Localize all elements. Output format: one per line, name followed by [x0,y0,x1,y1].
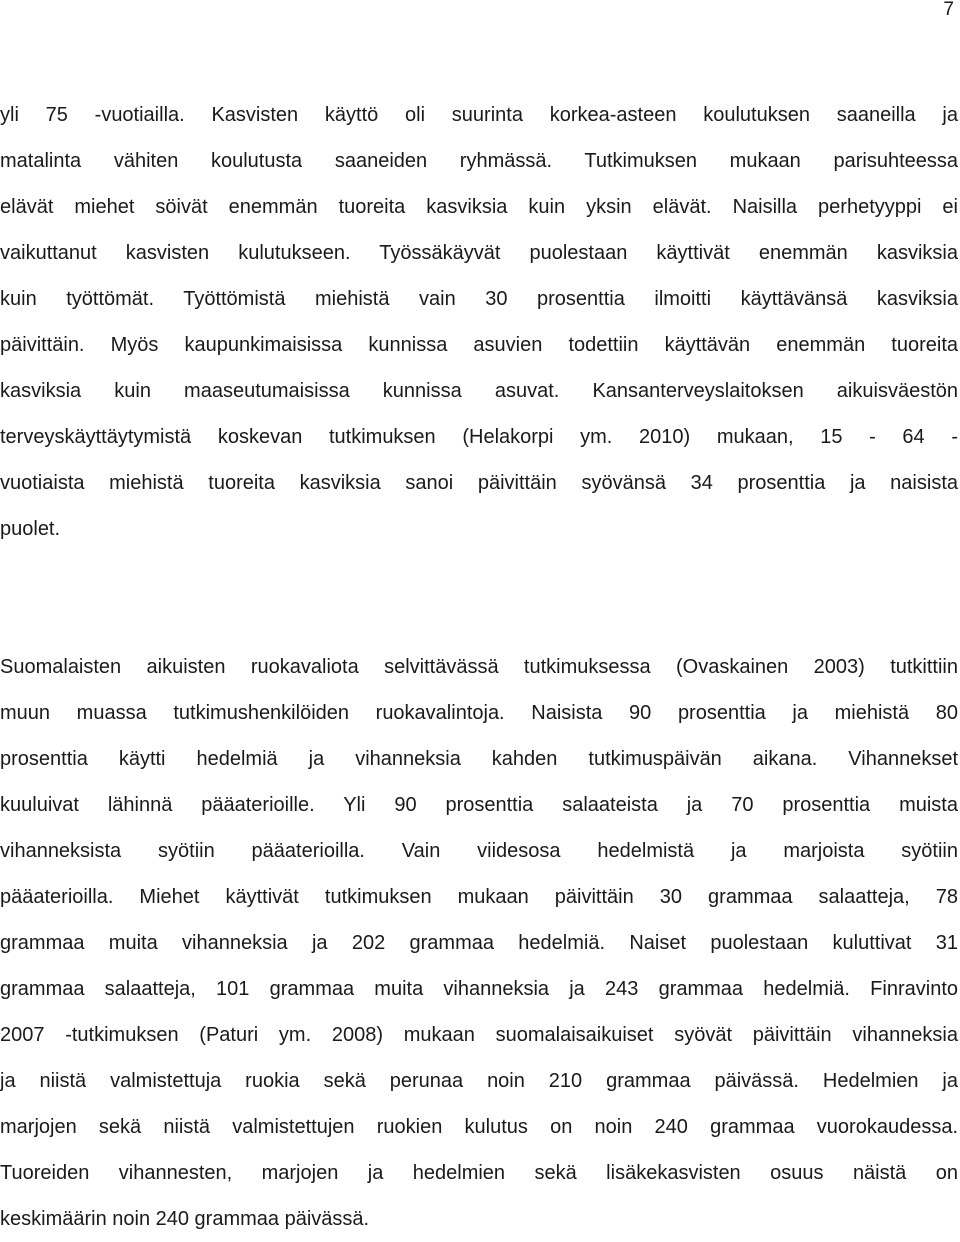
text-line: prosenttia käytti hedelmiä ja vihanneksia kahden tutkimuspäivän aikana. Vihannekset [0,748,958,770]
text-line: grammaa muita vihanneksia ja 202 grammaa hedelmiä. Naiset puolestaan kuluttivat 31 [0,932,958,954]
paragraph-vegetable-consumption-groups [0,92,958,552]
text-line: keskimäärin noin 240 grammaa päivässä. [0,1208,370,1230]
text-line: ja niistä valmistettuja ruokia sekä perunaa noin 210 grammaa päivässä. Hedelmien ja [0,1070,958,1092]
text-line: vuotiaista miehistä tuoreita kasviksia sanoi päivittäin syövänsä 34 prosenttia ja naisista [0,472,958,494]
text-line: kuuluivat lähinnä pääaterioille. Yli 90 prosenttia salaateista ja 70 prosenttia muista [0,794,958,816]
text-line: yli 75 -vuotiailla. Kasvisten käyttö oli suurinta korkea-asteen koulutuksen saaneilla ja [0,104,958,126]
text-line: marjojen sekä niistä valmistettujen ruokien kulutus on noin 240 grammaa vuorokaudessa. [0,1116,958,1138]
text-line: terveyskäyttäytymistä koskevan tutkimuksen (Helakorpi ym. 2010) mukaan, 15 - 64 - [0,426,958,448]
page-number: 7 [943,0,954,20]
text-line: Tuoreiden vihannesten, marjojen ja hedelmien sekä lisäkekasvisten osuus näistä on [0,1162,958,1184]
text-line: Suomalaisten aikuisten ruokavaliota selvittävässä tutkimuksessa (Ovaskainen 2003) tutkittiin [0,656,958,678]
text-line: 2007 -tutkimuksen (Paturi ym. 2008) mukaan suomalaisaikuiset syövät päivittäin vihanneksia [0,1024,958,1046]
text-line: vihanneksista syötiin pääaterioilla. Vain viidesosa hedelmistä ja marjoista syötiin [0,840,958,862]
text-line: puolet. [0,518,61,540]
text-line: muun muassa tutkimushenkilöiden ruokavalintoja. Naisista 90 prosenttia ja miehistä 80 [0,702,958,724]
text-line: kuin työttömät. Työttömistä miehistä vain 30 prosenttia ilmoitti käyttävänsä kasviksia [0,288,958,310]
text-line: pääaterioilla. Miehet käyttivät tutkimuksen mukaan päivittäin 30 grammaa salaatteja, 78 [0,886,958,908]
text-line: elävät miehet söivät enemmän tuoreita kasviksia kuin yksin elävät. Naisilla perhetyyppi ei [0,196,958,218]
paragraph-adult-diet-study [0,644,958,1242]
text-line: grammaa salaatteja, 101 grammaa muita vihanneksia ja 243 grammaa hedelmiä. Finravinto [0,978,958,1000]
text-line: vaikuttanut kasvisten kulutukseen. Työssäkäyvät puolestaan käyttivät enemmän kasviksia [0,242,958,264]
text-line: matalinta vähiten koulutusta saaneiden ryhmässä. Tutkimuksen mukaan parisuhteessa [0,150,958,172]
text-line: päivittäin. Myös kaupunkimaisissa kunnissa asuvien todettiin käyttävän enemmän tuoreita [0,334,958,356]
text-line: kasviksia kuin maaseutumaisissa kunnissa asuvat. Kansanterveyslaitoksen aikuisväestön [0,380,958,402]
